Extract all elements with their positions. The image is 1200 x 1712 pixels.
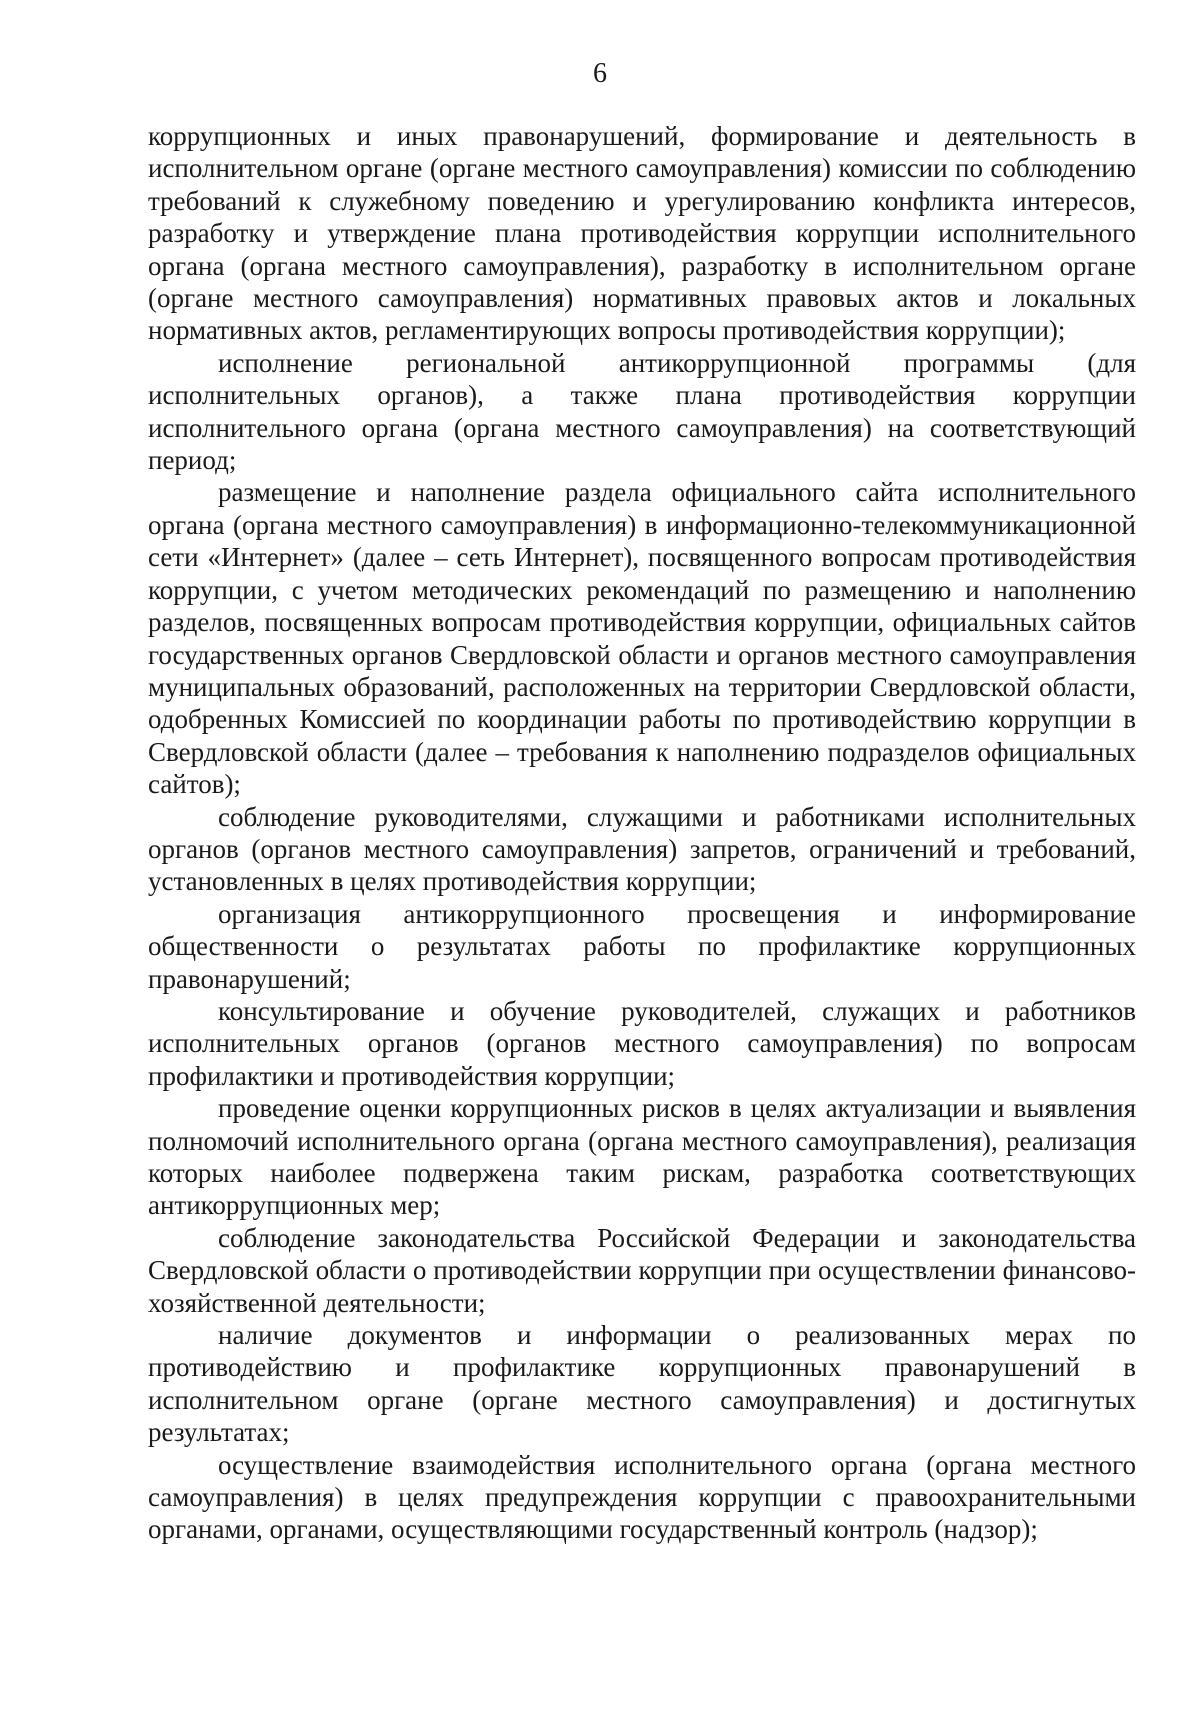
- paragraph: соблюдение руководителями, служащими и работниками исполнительных органов (органов местного самоуправления) запретов, ограничений и требований, установленных в целях противодействия коррупции;: [148, 801, 1136, 897]
- paragraph: размещение и наполнение раздела официального сайта исполнительного органа (органа местного самоуправления) в информационно-телекоммуникационной сети «Интернет» (далее – сеть Интернет), посвященного вопросам противодействия коррупции, с учетом методических рекомендаций по размещению и наполнению разделов, посвященных вопросам противодействия коррупции, официальных сайтов государственных органов Свердловской области и органов местного самоуправления муниципальных образований, расположенных на территории Свердловской области, одобренных Комиссией по координации работы по противодействию коррупции в Свердловской области (далее – требования к наполнению подразделов официальных сайтов);: [148, 477, 1136, 800]
- paragraph: исполнение региональной антикоррупционной программы (для исполнительных органов), а также плана противодействия коррупции исполнительного органа (органа местного самоуправления) на соответствующий период;: [148, 347, 1136, 476]
- paragraph: осуществление взаимодействия исполнительного органа (органа местного самоуправления) в целях предупреждения коррупции с правоохранительными органами, органами, осуществляющими государственный контроль (надзор);: [148, 1449, 1136, 1545]
- document-body: [148, 120, 1136, 1546]
- paragraph-continued: коррупционных и иных правонарушений, формирование и деятельность в исполнительном органе (органе местного самоуправления) комиссии по соблюдению требований к служебному поведению и урегулированию конфликта интересов, разработку и утверждение плана противодействия коррупции исполнительного органа (органа местного самоуправления), разработку в исполнительном органе (органе местного самоуправления) нормативных правовых актов и локальных нормативных актов, регламентирующих вопросы противодействия коррупции);: [148, 121, 1136, 346]
- page-number: 6: [593, 58, 607, 89]
- paragraph: консультирование и обучение руководителей, служащих и работников исполнительных органов (органов местного самоуправления) по вопросам профилактики и противодействия коррупции;: [148, 995, 1136, 1091]
- paragraph: соблюдение законодательства Российской Федерации и законодательства Свердловской области о противодействии коррупции при осуществлении финансово-хозяйственной деятельности;: [148, 1222, 1136, 1318]
- paragraph: наличие документов и информации о реализованных мерах по противодействию и профилактике коррупционных правонарушений в исполнительном органе (органе местного самоуправления) и достигнутых результатах;: [148, 1320, 1136, 1448]
- paragraph: проведение оценки коррупционных рисков в целях актуализации и выявления полномочий исполнительного органа (органа местного самоуправления), реализация которых наиболее подвержена таким рискам, разработка соответствующих антикоррупционных мер;: [148, 1093, 1136, 1221]
- paragraph: организация антикоррупционного просвещения и информирование общественности о результатах работы по профилактике коррупционных правонарушений;: [148, 898, 1136, 994]
